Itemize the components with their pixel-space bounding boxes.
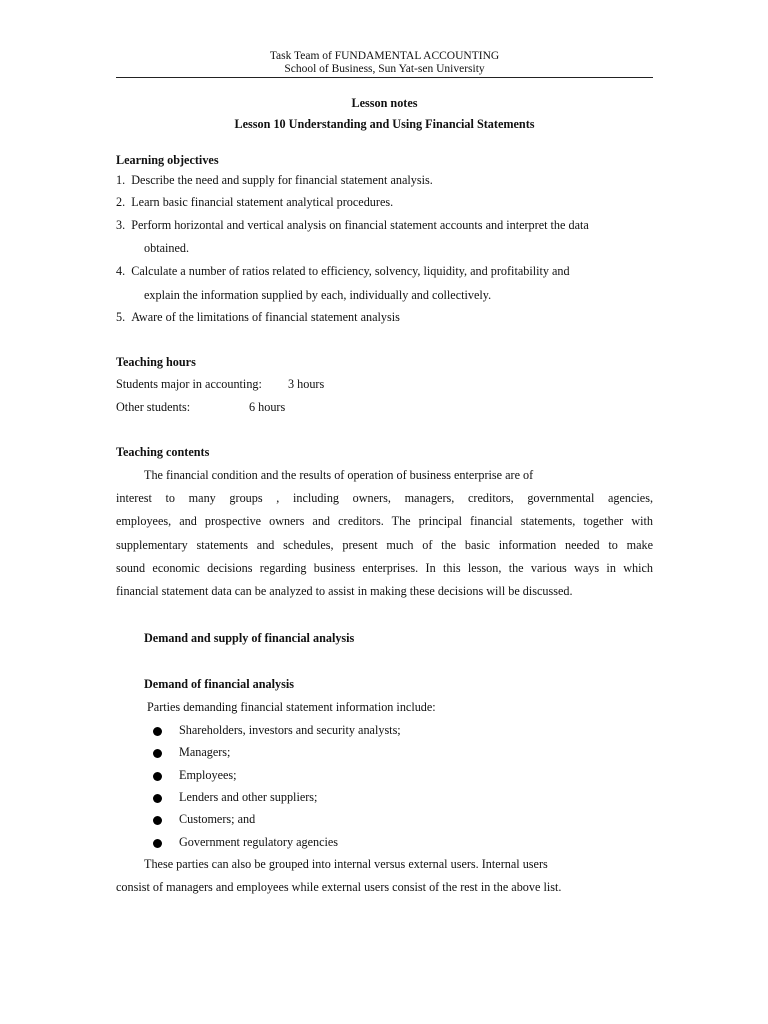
lesson-title: Lesson 10 Understanding and Using Financial Statements: [234, 117, 535, 131]
objective-item-4: [116, 264, 653, 279]
bullet-icon: [153, 816, 162, 825]
paragraph-line-1: The financial condition and the results of operation of business enterprise are of: [144, 468, 534, 482]
objective-text: Calculate a number of ratios related to efficiency, solvency, liquidity, and profitability and: [131, 264, 570, 278]
hours-label: Students major in accounting:: [116, 377, 262, 391]
bullet-icon: [153, 749, 162, 758]
objective-number: 3.: [116, 218, 126, 232]
list-item-text: Managers;: [179, 745, 231, 759]
objective-item-3-cont: obtained.: [144, 241, 190, 255]
section-heading-demand-supply: Demand and supply of financial analysis: [144, 631, 355, 645]
paragraph-line-2: interest to many groups , including owners, managers, creditors, governmental agencies,: [116, 491, 653, 505]
objective-number: 4.: [116, 264, 126, 278]
objective-number: 1.: [116, 173, 126, 187]
paragraph-line-6: financial statement data can be analyzed to assist in making these decisions will be discussed.: [116, 584, 573, 598]
section-heading-demand: Demand of financial analysis: [144, 677, 294, 691]
bullet-icon: [153, 727, 162, 736]
paragraph-line-3: employees, and prospective owners and creditors. The principal financial statements, together with: [116, 514, 653, 528]
objective-text: Perform horizontal and vertical analysis on financial statement accounts and interpret the data: [131, 218, 589, 232]
objective-item-4-cont: explain the information supplied by each, individually and collectively.: [144, 288, 492, 302]
header-line-2: School of Business, Sun Yat-sen University: [284, 63, 485, 75]
objectives-heading: Learning objectives: [116, 153, 219, 167]
list-item-text: Lenders and other suppliers;: [179, 790, 318, 804]
closing-line-1: These parties can also be grouped into internal versus external users. Internal users: [144, 857, 548, 871]
objective-number: 2.: [116, 195, 126, 209]
objective-text: Learn basic financial statement analytical procedures.: [131, 195, 394, 209]
parties-intro: Parties demanding financial statement information include:: [147, 700, 436, 714]
hours-label: Other students:: [116, 400, 191, 414]
contents-heading: Teaching contents: [116, 445, 210, 459]
hours-value: 6 hours: [249, 400, 286, 414]
objective-item-5: [116, 310, 653, 325]
header-line-1: Task Team of FUNDAMENTAL ACCOUNTING: [269, 50, 500, 62]
bullet-icon: [153, 839, 162, 848]
header-rule: [116, 77, 653, 78]
page-header: [116, 50, 653, 76]
list-item-text: Government regulatory agencies: [179, 835, 339, 849]
list-item-text: Employees;: [179, 768, 237, 782]
objective-text: Aware of the limitations of financial statement analysis: [131, 310, 400, 324]
objective-item-1: [116, 173, 653, 188]
list-item-text: Shareholders, investors and security analysts;: [179, 723, 401, 737]
objective-item-2: [116, 195, 653, 210]
objective-text: Describe the need and supply for financial statement analysis.: [131, 173, 433, 187]
paragraph-line-5: sound economic decisions regarding business enterprises. In this lesson, the various ways in which: [116, 561, 653, 575]
hours-value: 3 hours: [288, 377, 325, 391]
list-item-text: Customers; and: [179, 812, 256, 826]
paragraph-line-4: supplementary statements and schedules, present much of the basic information needed to make: [116, 538, 653, 552]
closing-line-2: consist of managers and employees while external users consist of the rest in the above list.: [116, 880, 562, 894]
hours-heading: Teaching hours: [116, 355, 196, 369]
bullet-icon: [153, 794, 162, 803]
bullet-icon: [153, 772, 162, 781]
lesson-notes-title: Lesson notes: [351, 96, 418, 110]
objective-number: 5.: [116, 310, 126, 324]
hours-row-accounting: [116, 377, 325, 392]
objective-item-3: [116, 218, 653, 233]
hours-row-other: [116, 400, 286, 415]
